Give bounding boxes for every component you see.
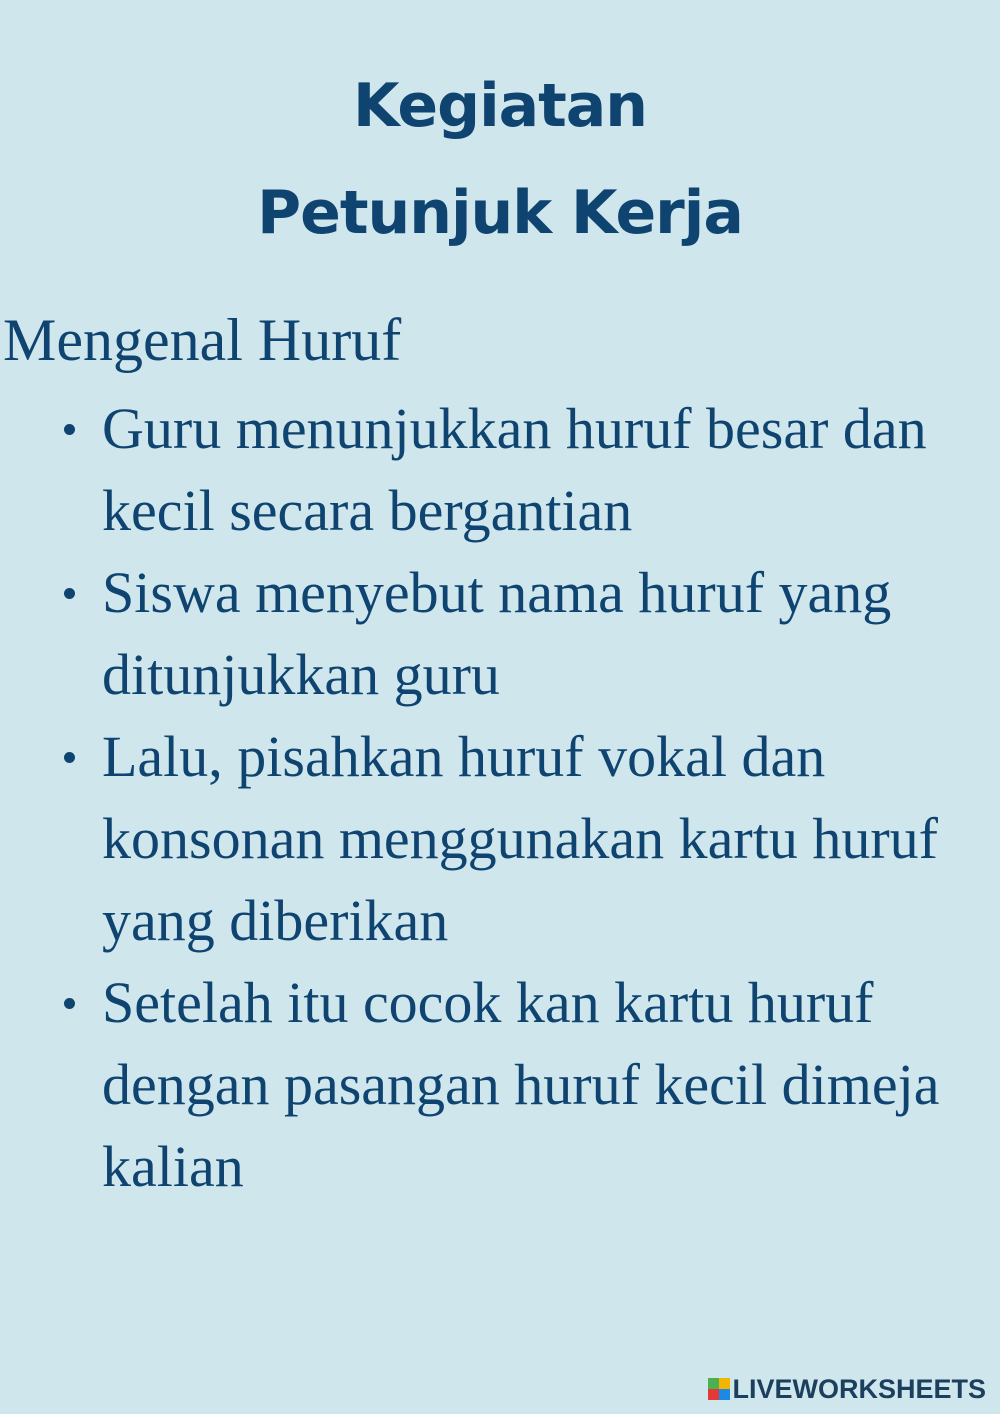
list-item [0, 388, 990, 552]
list-item [0, 552, 990, 716]
section-title: Mengenal Huruf [3, 307, 402, 373]
bullet-icon [64, 424, 75, 435]
bullet-icon [64, 998, 75, 1009]
logo-square [719, 1378, 730, 1389]
bullet-icon [64, 588, 75, 599]
list-item [0, 962, 990, 1208]
list-item [0, 716, 990, 962]
logo-square [708, 1378, 719, 1389]
logo-square [719, 1389, 730, 1400]
title-line-1: Kegiatan [352, 71, 648, 141]
logo-square [708, 1389, 719, 1400]
list-item-text: Setelah itu cocok kan kartu huruf dengan pasangan huruf kecil dimeja kalian [102, 970, 940, 1199]
instruction-list [0, 388, 990, 1208]
list-item-text: Lalu, pisahkan huruf vokal dan konsonan menggunakan kartu huruf yang diberikan [102, 724, 938, 953]
title-line-2: Petunjuk Kerja [257, 178, 743, 248]
watermark-text: LIVEWORKSHEETS [732, 1373, 986, 1404]
liveworksheets-logo-icon [708, 1378, 730, 1400]
list-item-text: Siswa menyebut nama huruf yang ditunjukkan guru [102, 560, 892, 707]
list-item-text: Guru menunjukkan huruf besar dan kecil secara bergantian [102, 396, 927, 543]
liveworksheets-watermark [708, 1374, 986, 1404]
bullet-icon [64, 752, 75, 763]
